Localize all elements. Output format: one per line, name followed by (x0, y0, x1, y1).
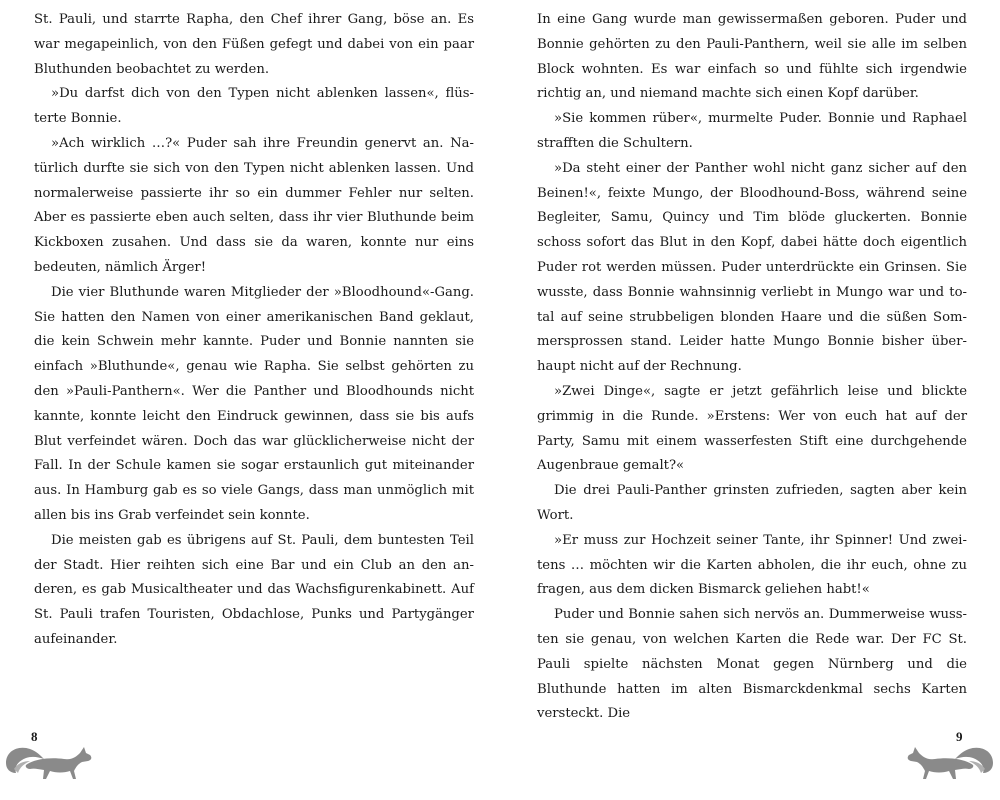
paragraph: Die vier Bluthunde waren Mitglieder der »Bloodhound«-Gang. Sie hatten den Namen von einer amerikanischen Band geklaut, die kein Schwein mehr kannte. Puder und Bonnie nannten sie einfach »Bluthunde«, genau wie Rapha. Sie selbst gehörten zu den »Pauli-Panthern«. Wer die Panther und Bloodhounds nicht kannte, konnte leicht den Eindruck gewinnen, dass sie bis aufs Blut verfeindet wären. Doch das war glücklicherweise nicht der Fall. In der Schule kamen sie sogar erstaunlich gut miteinander aus. In Hamburg gab es so viele Gangs, dass man unmöglich mit allen bis ins Grab verfeindet sein konnte. (34, 284, 474, 523)
page-number-left: 8 (31, 729, 38, 744)
right-page-text (537, 8, 967, 727)
fox-icon (4, 733, 96, 783)
paragraph: St. Pauli, und starrte Rapha, den Chef ihrer Gang, böse an. Es war megapeinlich, von den Füßen gefegt und dabei von ein paar Bluthunden beobachtet zu werden. (34, 12, 474, 77)
paragraph: »Er muss zur Hochzeit seiner Tante, ihr Spinner! Und zweitens … möchten wir die Karten abholen, die ihr euch, ohne zu fragen, aus dem dicken Bismarck geliehen habt!« (537, 532, 967, 598)
paragraph: In eine Gang wurde man gewissermaßen geboren. Puder und Bonnie gehörten zu den Pauli-Panthern, weil sie alle im selben Block wohnten. Es war einfach so und fühlte sich irgendwie richtig an, und niemand machte sich einen Kopf darüber. (537, 12, 967, 102)
paragraph: Die drei Pauli-Panther grinsten zufrieden, sagten aber kein Wort. (537, 483, 967, 523)
page-number-right: 9 (956, 729, 963, 744)
paragraph: »Du darfst dich von den Typen nicht ablenken lassen«, flüsterte Bonnie. (34, 86, 474, 127)
paragraph: »Da steht einer der Panther wohl nicht ganz sicher auf den Beinen!«, feixte Mungo, der Bloodhound-Boss, während seine Begleiter, Samu, Quincy und Tim blöde gluckerten. Bonnie schoss sofort das Blut in den Kopf, dabei hätte doch eigentlich Puder rot werden müssen. Puder unterdrückte ein Grinsen. Sie wusste, dass Bonnie wahnsinnig verliebt in Mungo war und total auf seine strubbeligen blonden Haare und die süßen Sommersprossen stand. Leider hatte Mungo Bonnie bisher überhaupt nicht auf der Rechnung. (537, 160, 967, 375)
paragraph: Die meisten gab es übrigens auf St. Pauli, dem buntesten Teil der Stadt. Hier reihten sich eine Bar und ein Club an den anderen, es gab Musicaltheater und das Wachsfigurenkabinett. Auf St. Pauli trafen Touristen, Obdachlose, Punks und Partygänger aufeinander. (34, 532, 474, 647)
paragraph: »Sie kommen rüber«, murmelte Puder. Bonnie und Raphael strafften die Schultern. (537, 111, 967, 151)
paragraph: Puder und Bonnie sahen sich nervös an. Dummerweise wussten sie genau, von welchen Karten die Rede war. Der FC St. Pauli spielte nächsten Monat gegen Nürnberg und die Bluthunde hatten im alten Bismarckdenkmal sechs Karten versteckt. Die (537, 607, 967, 722)
left-page-text (34, 8, 474, 653)
paragraph: »Ach wirklich …?« Puder sah ihre Freundin genervt an. Natürlich durfte sie sich von den Typen nicht ablenken lassen. Und normalerweise passierte ihr so ein dummer Fehler nur selten. Aber es passierte eben auch selten, dass ihr vier Bluthunde beim Kickboxen zusahen. Und dass sie da waren, konnte nur eins bedeuten, nämlich Ärger! (34, 135, 474, 275)
paragraph: »Zwei Dinge«, sagte er jetzt gefährlich leise und blickte grimmig in die Runde. »Erstens: Wer von euch hat auf der Party, Samu mit einem wasserfesten Stift eine durchgehende Augenbraue gemalt?« (537, 383, 967, 474)
fox-icon (903, 733, 995, 783)
